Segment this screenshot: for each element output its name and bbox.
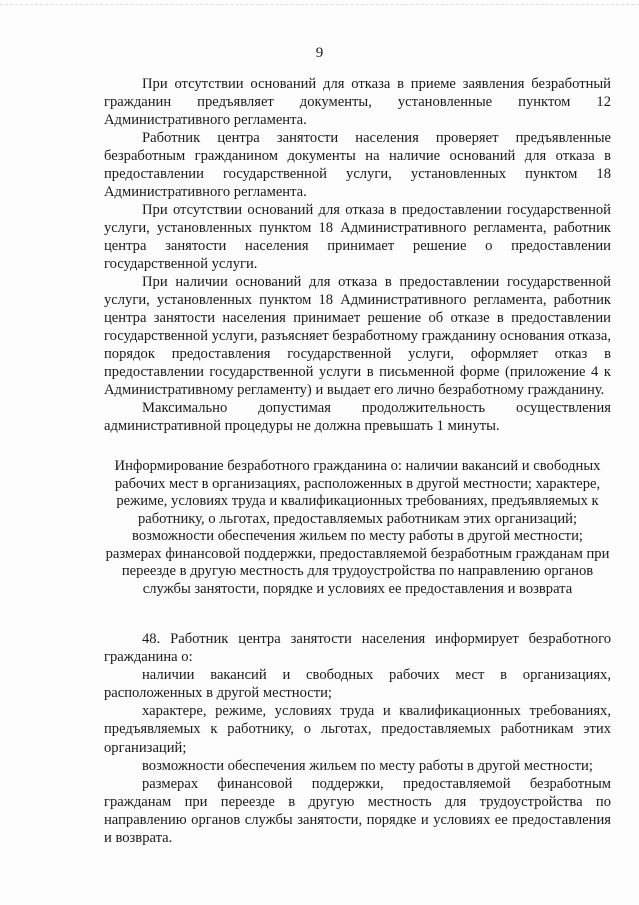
clause-48-intro: 48. Работник центра занятости населения информирует безработного гражданина о:	[104, 631, 611, 666]
scan-artifact-line	[0, 4, 639, 6]
clause-48-item-3: возможности обеспечения жильем по месту работы в другой местности;	[142, 757, 593, 774]
paragraph-3: При отсутствии оснований для отказа в предоставлении государственной услуги, установленных пунктом 18 Административного регламента, работник центра занятости населения принимает решение о предоставлении государственной услуги.	[104, 202, 611, 272]
clause-48-item-1: наличии вакансий и свободных рабочих мест в организациях, расположенных в другой местности;	[104, 667, 611, 702]
clause-48-item-2: характере, режиме, условиях труда и квалификационных требованиях, предъявляемых к работнику, о льготах, предоставляемых работникам этих организаций;	[104, 703, 611, 756]
paragraph-1: При отсутствии оснований для отказа в приеме заявления безработный гражданин предъявляет документы, установленные пунктом 12 Административного регламента.	[104, 76, 611, 128]
body-text	[104, 75, 611, 435]
section-heading: Информирование безработного гражданина о: наличии вакансий и свободных рабочих мест в организациях, расположенных в другой местности; характере, режиме, условиях труда и квалификационных требованиях, предъявляемых к работнику, о льготах, предоставляемых работникам этих организаций; возможности обеспечения жильем по месту работы в другой местности; размерах финансовой поддержки, предоставляемой безработным гражданам при переезде в другую местность для трудоустройства по направлению органов службы занятости, порядке и условиях ее предоставления и возврата	[105, 458, 610, 597]
paragraph-5: Максимально допустимая продолжительность осуществления административной процедуры не должна превышать 1 минуты.	[104, 400, 611, 434]
paragraph-2: Работник центра занятости населения проверяет предъявленные безработным гражданином документы на наличие оснований для отказа в предоставлении государственной услуги, установленных пунктом 18 Административного регламента.	[104, 130, 611, 200]
clause-48	[104, 630, 611, 847]
page-number: 9	[315, 45, 324, 61]
paragraph-4: При наличии оснований для отказа в предоставлении государственной услуги, установленных пунктом 18 Административного регламента, работник центра занятости населения принимает решение об отказе в предоставлении государственной услуги, разъясняет безработному гражданину основания отказа, порядок предоставления государственной услуги, оформляет отказ в предоставлении государственной услуги в письменной форме (приложение 4 к Административному регламенту) и выдает его лично безработному гражданину.	[104, 274, 611, 398]
clause-48-item-4: размерах финансовой поддержки, предоставляемой безработным гражданам при переезде в другую местность для трудоустройства по направлению органов службы занятости, порядке и условиях ее предоставления и возврата.	[104, 775, 611, 847]
